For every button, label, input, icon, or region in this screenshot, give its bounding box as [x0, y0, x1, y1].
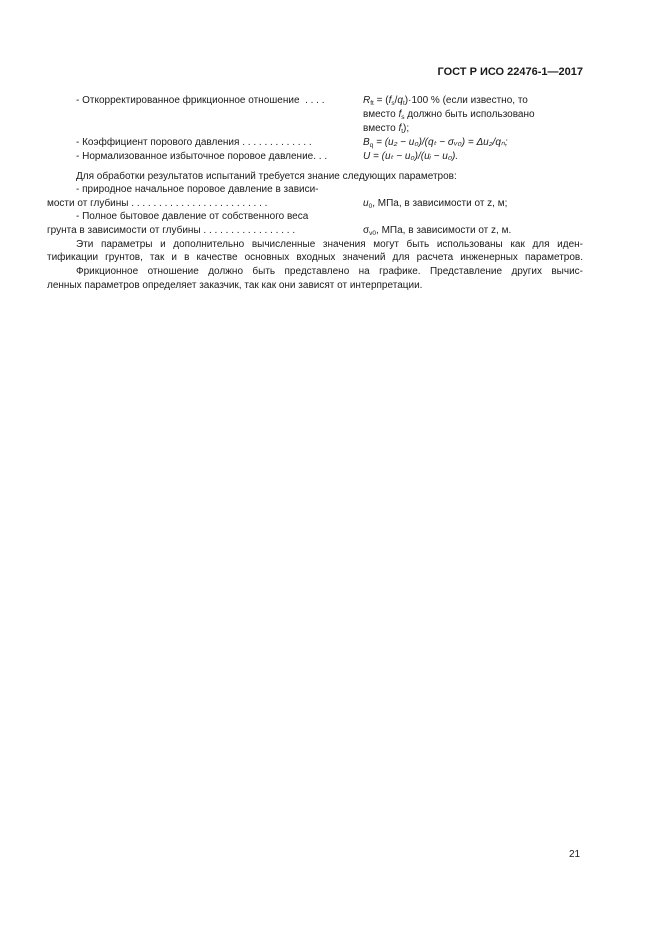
formula-pore-pressure-ratio: $B_q = (u_2 - u_0)/(q_t$ − σᵥ₀) = Δu₂/qₙ;	[363, 137, 508, 149]
parameter-formula: $u_0$, МПа, в зависимости от z, м;	[363, 198, 508, 210]
paragraph-line: Эти параметры и дополнительно вычисленные значения могут быть использованы как для иден-	[76, 239, 583, 250]
definition-label: - Нормализованное избыточное поровое давление. . .	[76, 151, 328, 162]
page-number: 21	[569, 849, 581, 860]
formula-note-line: вместо $f_t$);	[363, 123, 410, 135]
definition-label: - Откорректированное фрикционное отношение . . . .	[76, 95, 325, 106]
parameter-line: грунта в зависимости от глубины . . . . . . . . . . . . . . . . .	[47, 225, 296, 236]
parameter-line: - Полное бытовое давление от собственного веса	[76, 211, 309, 222]
definition-label: - Коэффициент порового давления . . . . . . . . . . . . .	[76, 137, 312, 148]
formula-note-line: вместо $f_s$ должно быть использовано	[363, 109, 535, 121]
paragraph-intro: Для обработки результатов испытаний требуется знание следующих параметров:	[76, 171, 457, 182]
document-code-header: ГОСТ Р ИСО 22476-1—2017	[437, 66, 583, 78]
parameter-formula: $\sigma_{v0}$, МПа, в зависимости от z, м.	[363, 225, 512, 237]
paragraph-line: Фрикционное отношение должно быть представлено на графике. Представление других вычис-	[76, 266, 583, 277]
parameter-line: мости от глубины . . . . . . . . . . . . . . . . . . . . . . . . .	[47, 198, 268, 209]
formula-normalized-excess-pore-pressure: U = (uₜ − u₀)/(uᵢ − u₀).	[363, 151, 459, 162]
formula-corrected-friction-ratio: $R_{ft} = (f_s/q_t)\cdot 100$ % (если известно, то	[363, 95, 528, 107]
parameter-line: - природное начальное поровое давление в зависи-	[76, 184, 319, 195]
paragraph-line: ленных параметров определяет заказчик, так как они зависят от интерпретации.	[47, 280, 423, 291]
paragraph-line: тификации грунтов, так и в качестве основных входных значений для расчета инженерных параметров.	[47, 252, 583, 263]
